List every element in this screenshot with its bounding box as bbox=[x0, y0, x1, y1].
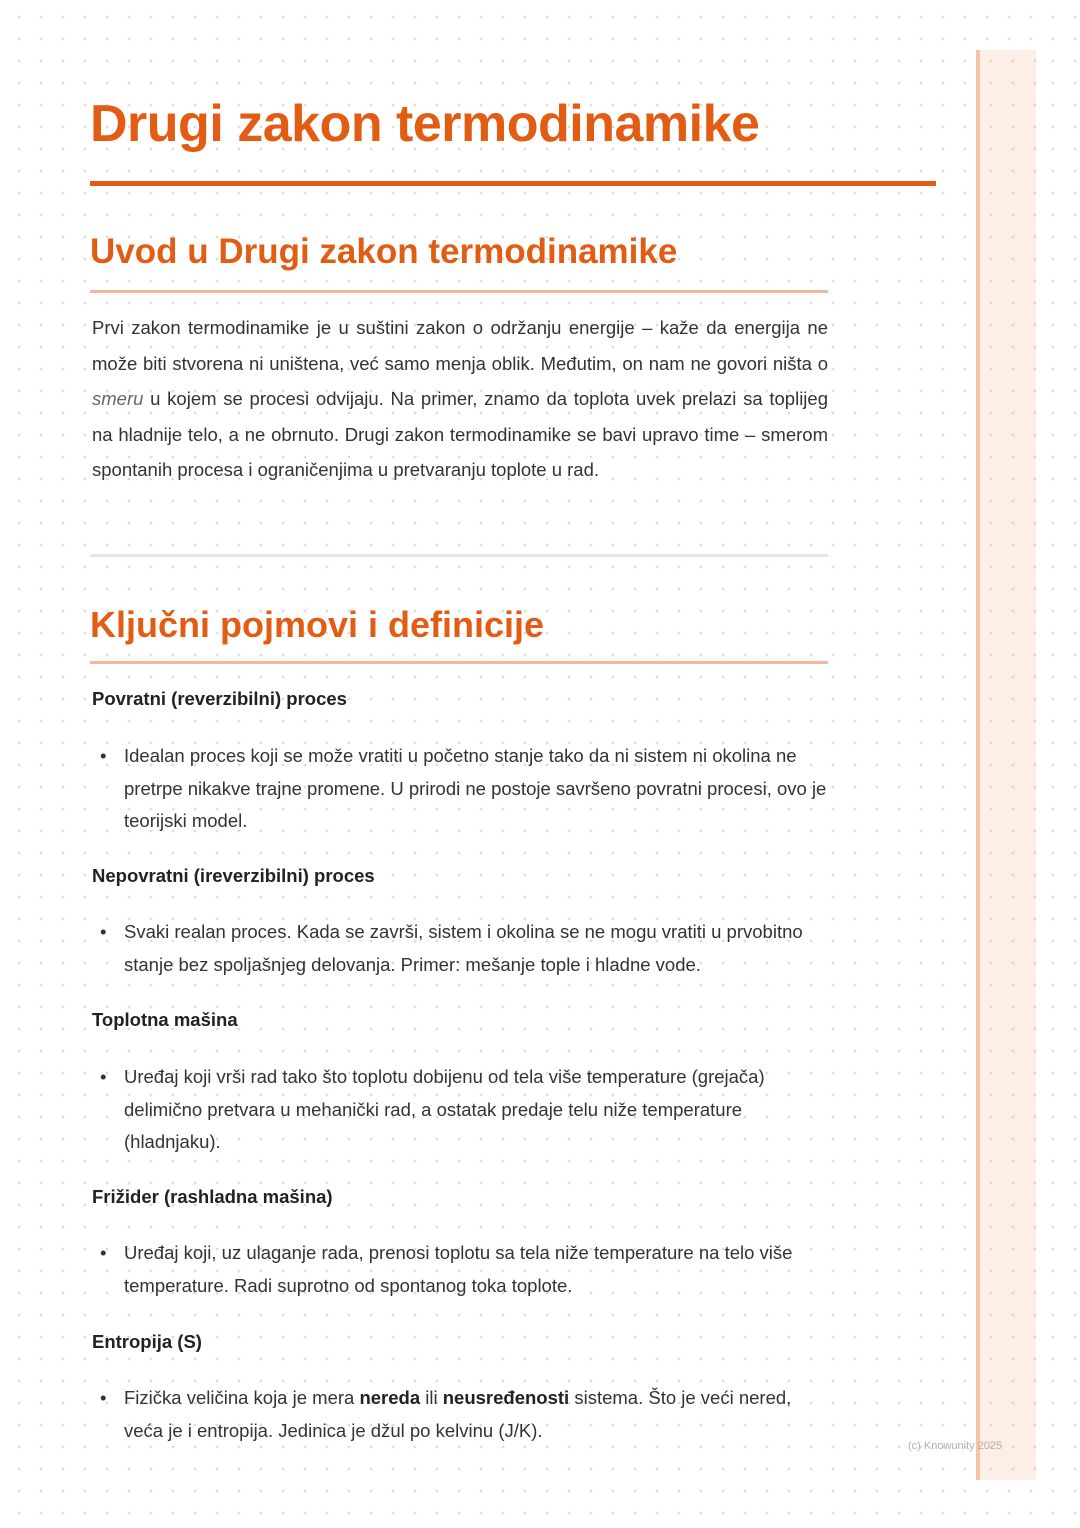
section-intro-underline bbox=[90, 290, 828, 293]
entropy-bold-neusredenosti: neusređenosti bbox=[442, 1387, 570, 1408]
entropy-text-part2: ili bbox=[420, 1387, 443, 1408]
intro-text-part1: Prvi zakon termodinamike je u suštini zakon o održanju energije – kaže da energija ne može biti stvorena ni uništena, već samo menja oblik. Međutim, on nam ne govori ništa o bbox=[92, 317, 828, 374]
intro-text-part2: u kojem se procesi odvijaju. Na primer, znamo da toplota uvek prelazi sa toplijeg na hladnije telo, a ne obrnuto. Drugi zakon termodinamike se bavi upravo time – smerom spontanih procesa i ograničenjima u pretvaranju toplote u rad. bbox=[92, 388, 828, 480]
page-title: Drugi zakon termodinamike bbox=[90, 95, 760, 153]
copyright-footer: (c) Knowunity 2025 bbox=[908, 1440, 1003, 1452]
term-heading: Toplotna mašina bbox=[92, 1009, 238, 1030]
notebook-margin-strip bbox=[976, 50, 1036, 1480]
section-terms-title: Ključni pojmovi i definicije bbox=[90, 604, 545, 645]
term-heading: Povratni (reverzibilni) proces bbox=[92, 688, 347, 709]
term-heading: Nepovratni (ireverzibilni) proces bbox=[92, 865, 375, 886]
intro-paragraph bbox=[92, 310, 828, 488]
entropy-text-part1: Fizička veličina koja je mera bbox=[124, 1387, 360, 1408]
term-heading: Entropija (S) bbox=[92, 1331, 202, 1352]
section-terms-underline bbox=[90, 661, 828, 664]
term-description: • Uređaj koji, uz ulaganje rada, prenosi toplotu sa tela niže temperature na telo više temperature. Radi suprotno od spontanog toka toplote. bbox=[124, 1237, 830, 1302]
section-divider bbox=[90, 554, 828, 557]
section-intro-title: Uvod u Drugi zakon termodinamike bbox=[90, 232, 678, 271]
intro-emphasis: smeru bbox=[92, 388, 144, 409]
title-underline bbox=[90, 181, 936, 186]
entropy-bold-nereda: nereda bbox=[359, 1387, 421, 1408]
term-description: • Idealan proces koji se može vratiti u početno stanje tako da ni sistem ni okolina ne pretrpe nikakve trajne promene. U prirodi ne postoje savršeno povratni procesi, ovo je teorijski model. bbox=[124, 740, 830, 838]
term-description: • Uređaj koji vrši rad tako što toplotu dobijenu od tela više temperature (grejača) delimično pretvara u mehanički rad, a ostatak predaje telu niže temperature (hladnjaku). bbox=[124, 1061, 830, 1159]
term-description bbox=[124, 1382, 830, 1447]
term-description: • Svaki realan proces. Kada se završi, sistem i okolina se ne mogu vratiti u prvobitno stanje bez spoljašnjeg delovanja. Primer: mešanje tople i hladne vode. bbox=[124, 916, 830, 981]
entropy-text-part3: sistema. Što je veći nered, veća je i entropija. Jedinica je džul po kelvinu (J/K). bbox=[124, 1387, 792, 1441]
term-heading: Frižider (rashladna mašina) bbox=[92, 1186, 333, 1207]
